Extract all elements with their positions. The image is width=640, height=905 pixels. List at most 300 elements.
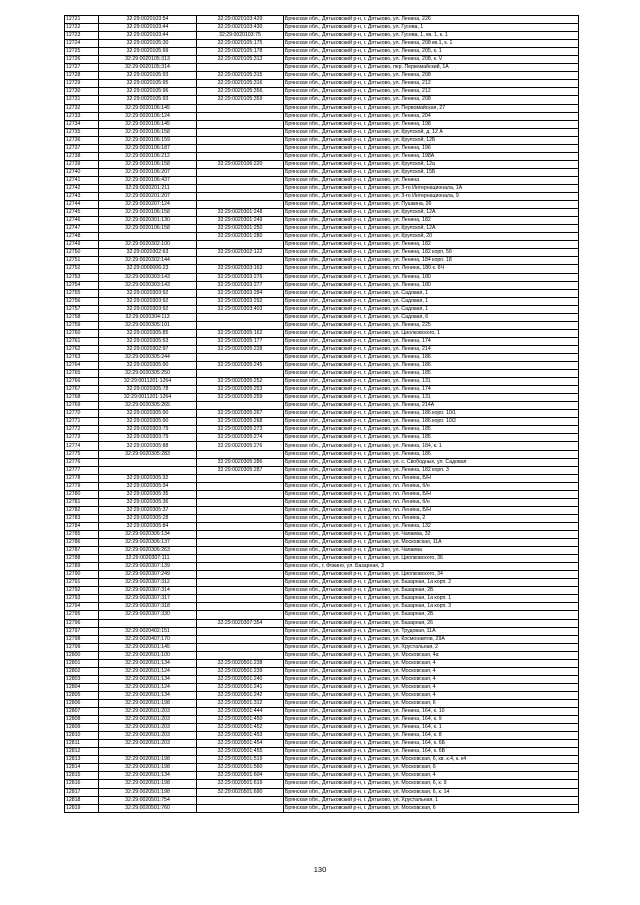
address-cell: Брянская обл., Дятьковский р-н, г. Дятьково, пл. Ленина, б/н — [284, 498, 579, 506]
object-number-cell: 32:29:0020501:619 — [197, 780, 284, 788]
cadastral-number-cell: 32:29:0020302:100 — [99, 241, 197, 249]
row-number-cell: 12793 — [65, 595, 99, 603]
address-cell: Брянская обл., Дятьковский р-н, г. Дятьково, ул. Хрустальная, 1 — [284, 796, 579, 804]
address-cell: Брянская обл., Дятьковский р-н, г. Дятьково, пл. Ленина, 2 — [284, 514, 579, 522]
address-cell: Брянская обл., Дятьковский р-н, г. Дятьково, ул. Московская, 6, к. 14 — [284, 788, 579, 796]
object-number-cell: 32:29:0020501:455 — [197, 748, 284, 756]
object-number-cell: 32:29:0020305:228 — [197, 345, 284, 353]
table-row — [65, 378, 579, 386]
row-number-cell: 12723 — [65, 32, 99, 40]
cadastral-number-cell: 32:29:0020106:159 — [99, 136, 197, 144]
table-row — [65, 40, 579, 48]
cadastral-number-cell: 32:29:0020501:203 — [99, 724, 197, 732]
row-number-cell: 12794 — [65, 603, 99, 611]
address-cell: Брянская обл., Дятьковский р-н, г. Дятьково, ул. Крупской, 20 — [284, 233, 579, 241]
address-cell: Брянская обл., Дятьковский р-н, г. Дятьково, ул. Московская, 4 — [284, 691, 579, 699]
row-number-cell: 12733 — [65, 112, 99, 120]
table-row — [65, 136, 579, 144]
row-number-cell: 12762 — [65, 345, 99, 353]
row-number-cell: 12796 — [65, 619, 99, 627]
row-number-cell: 12815 — [65, 772, 99, 780]
object-number-cell — [197, 506, 284, 514]
object-number-cell: 32:29:0020305:245 — [197, 362, 284, 370]
object-number-cell — [197, 563, 284, 571]
cadastral-number-cell: 32:29:0020305:32 — [99, 474, 197, 482]
row-number-cell: 12782 — [65, 506, 99, 514]
object-number-cell: 32:29:0020501:239 — [197, 667, 284, 675]
address-cell: Брянская обл., Дятьковский р-н, г. Дятьково, ул. Московская, 4 — [284, 659, 579, 667]
table-row — [65, 659, 579, 667]
object-number-cell — [197, 579, 284, 587]
row-number-cell: 12732 — [65, 104, 99, 112]
address-cell: Брянская обл., Дятьковский р-н, г. Дятьково, ул. Ленина, 164, к. 10 — [284, 708, 579, 716]
table-row — [65, 764, 579, 772]
object-number-cell: 32:29:0020303:163 — [197, 265, 284, 273]
cadastral-number-cell: 32:29:0020305:90 — [99, 362, 197, 370]
table-row — [65, 24, 579, 32]
address-cell: Брянская обл., Дятьковский р-н, г. Дятьково, ул. Ленина, 198А — [284, 152, 579, 160]
object-number-cell — [197, 571, 284, 579]
cadastral-number-cell: 32:29:0020402:151 — [99, 627, 197, 635]
address-cell: Брянская обл., Дятьковский р-н, г. Дятьково, ул. Ленина, 164, к. 6Б — [284, 740, 579, 748]
address-cell: Брянская обл., Дятьковский р-н, г. Дятьково, ул. Циолковского, 36 — [284, 555, 579, 563]
row-number-cell: 12759 — [65, 321, 99, 329]
row-number-cell: 12730 — [65, 88, 99, 96]
object-number-cell — [197, 152, 284, 160]
table-row — [65, 56, 579, 64]
row-number-cell: 12765 — [65, 370, 99, 378]
row-number-cell: 12763 — [65, 353, 99, 361]
table-row — [65, 643, 579, 651]
table-row — [65, 522, 579, 530]
cadastral-number-cell: 32:29:0020303:143 — [99, 273, 197, 281]
object-number-cell: 32:29:0020302:122 — [197, 249, 284, 257]
address-cell: Брянская обл., Дятьковский р-н, г. Дятьково, ул. Ленина, 164, к. 9 — [284, 716, 579, 724]
table-row — [65, 426, 579, 434]
row-number-cell: 12801 — [65, 659, 99, 667]
cadastral-number-cell: 32:29:0020106:437 — [99, 176, 197, 184]
table-row — [65, 780, 579, 788]
table-row — [65, 16, 579, 24]
table-row — [65, 619, 579, 627]
object-number-cell — [197, 64, 284, 72]
cadastral-number-cell: 32:29:0020106:212 — [99, 152, 197, 160]
page-number: 130 — [313, 865, 327, 874]
object-number-cell: 32:29:0020303:277 — [197, 281, 284, 289]
table-row — [65, 531, 579, 539]
row-number-cell: 12802 — [65, 667, 99, 675]
table-row — [65, 209, 579, 217]
table-row — [65, 402, 579, 410]
row-number-cell: 12785 — [65, 531, 99, 539]
row-number-cell: 12771 — [65, 418, 99, 426]
cadastral-number-cell: 32:29:0020307:314 — [99, 587, 197, 595]
table-row — [65, 772, 579, 780]
object-number-cell — [197, 635, 284, 643]
table-row — [65, 297, 579, 305]
object-number-cell — [197, 522, 284, 530]
table-row — [65, 466, 579, 474]
cadastral-number-cell: 32:29:0020301:130 — [99, 217, 197, 225]
row-number-cell: 12816 — [65, 780, 99, 788]
address-cell: Брянская обл., Дятьковский р-н, г. Дятьково, ул. Садовая, 1 — [284, 297, 579, 305]
address-cell: Брянская обл., Дятьковский р-н, г. Дятьково, ул. Ленина, 214 — [284, 345, 579, 353]
table-row — [65, 788, 579, 796]
table-row — [65, 708, 579, 716]
address-cell: Брянская обл., Дятьковский р-н, г. Дятьково, ул. Московская, 4 — [284, 683, 579, 691]
cadastral-number-cell — [99, 233, 197, 241]
address-cell: Брянская обл., Дятьковский р-н, г. Дятьково, ул. Московская, 4а — [284, 651, 579, 659]
object-number-cell — [197, 547, 284, 555]
row-number-cell: 12790 — [65, 571, 99, 579]
object-number-cell — [197, 587, 284, 595]
cadastral-number-cell: 32:29:0011201:1264 — [99, 378, 197, 386]
address-cell: Брянская обл., Дятьковский р-н, г. Дятьково, пл. Ленина, Б/Н — [284, 506, 579, 514]
cadastral-number-cell: 32:29:0020306:137 — [99, 539, 197, 547]
cadastral-number-cell: 32:29:0020305:37 — [99, 506, 197, 514]
row-number-cell: 12735 — [65, 128, 99, 136]
object-number-cell: 32:29:0020305:177 — [197, 337, 284, 345]
table-row — [65, 241, 579, 249]
table-row — [65, 394, 579, 402]
table-row — [65, 691, 579, 699]
table-row — [65, 498, 579, 506]
cadastral-number-cell: 32:29:0020501:203 — [99, 732, 197, 740]
address-cell: Брянская обл., Дятьковский р-н, г. Дятьково, ул. Чапаева, 32 — [284, 531, 579, 539]
address-cell: Брянская обл., Дятьковский р-н, г. Дятьково, ул. Московская, 11А — [284, 539, 579, 547]
table-row — [65, 434, 579, 442]
object-number-cell — [197, 257, 284, 265]
cadastral-number-cell: 32:29:0020106:145 — [99, 120, 197, 128]
row-number-cell: 12757 — [65, 305, 99, 313]
object-number-cell — [197, 514, 284, 522]
table-row — [65, 450, 579, 458]
address-cell: Брянская обл., Дятьковский р-н, г. Дятьково, ул. Трудовая, 11А — [284, 627, 579, 635]
table-row — [65, 716, 579, 724]
address-cell: Брянская обл., Дятьковский р-н, г. Дятьково, ул. Хрустальная, 2 — [284, 643, 579, 651]
cadastral-number-cell: 32:29:0020303:92 — [99, 297, 197, 305]
cadastral-number-cell: 32:29:0020302:97 — [99, 345, 197, 353]
cadastral-number-cell: 32:29:0000006:23 — [99, 265, 197, 273]
row-number-cell: 12806 — [65, 699, 99, 707]
table-row — [65, 80, 579, 88]
object-number-cell: 32:29:0020501:242 — [197, 691, 284, 699]
address-cell: Брянская обл., Дятьковский р-н, г. Дятьково, ул. Базарная, 2Б — [284, 611, 579, 619]
object-number-cell: 32:29:0020305:162 — [197, 329, 284, 337]
address-cell: Брянская обл., Дятьковский р-н, г. Дятьково, ул. Циолковского, 1 — [284, 329, 579, 337]
address-cell: Брянская обл., Дятьковский р-н, г. Дятьково, ул. Ленина, 184 корп. 18 — [284, 257, 579, 265]
row-number-cell: 12774 — [65, 442, 99, 450]
table-row — [65, 64, 579, 72]
row-number-cell: 12756 — [65, 297, 99, 305]
address-cell: Брянская обл., Дятьковский р-н, г. Дятьково, пер. Первомайский, 1А — [284, 64, 579, 72]
row-number-cell: 12788 — [65, 555, 99, 563]
cadastral-number-cell: 32:29:0020303:92 — [99, 305, 197, 313]
cadastral-number-cell: 32:29:0020105:93 — [99, 96, 197, 104]
object-number-cell: 32:29:0020501:452 — [197, 724, 284, 732]
row-number-cell: 12770 — [65, 410, 99, 418]
table-row — [65, 756, 579, 764]
address-cell: Брянская обл., Дятьковский р-н, г. Дятьково, ул. Ленина, 180 — [284, 273, 579, 281]
object-number-cell: 32:29:0020305:286 — [197, 458, 284, 466]
row-number-cell: 12792 — [65, 587, 99, 595]
object-number-cell: 32:29:0020501:240 — [197, 675, 284, 683]
row-number-cell: 12725 — [65, 48, 99, 56]
table-row — [65, 675, 579, 683]
cadastral-number-cell: 32:29:0020305:265 — [99, 402, 197, 410]
address-cell: Брянская обл., Дятьковский р-н, г. Дятьково, ул. Первомайская, 27 — [284, 104, 579, 112]
table-row — [65, 305, 579, 313]
cadastral-number-cell: 32:29:0011201:1264 — [99, 394, 197, 402]
cadastral-number-cell: 32:29:0020307:318 — [99, 603, 197, 611]
object-number-cell — [197, 796, 284, 804]
address-cell: Брянская обл., Дятьковский р-н, г. Дятьково, ул. Чапаева — [284, 547, 579, 555]
object-number-cell — [197, 144, 284, 152]
address-cell: Брянская обл., Дятьковский р-н, г. Дятьково, ул. Гусева, 1, кв. 1, к. 1 — [284, 32, 579, 40]
address-cell: Брянская обл., Дятьковский р-н, г. Дятьково, ул. Московская, 6 — [284, 804, 579, 812]
address-cell: Брянская обл., Дятьковский р-н, г. Дятьково, ул. Ленина, 132 — [284, 522, 579, 530]
cadastral-number-cell: 32:29:0020303:143 — [99, 281, 197, 289]
row-number-cell: 12783 — [65, 514, 99, 522]
cadastral-number-cell: 32:29:0020307:330 — [99, 611, 197, 619]
row-number-cell: 12784 — [65, 522, 99, 530]
cadastral-number-cell: 32:29:0020501:134 — [99, 772, 197, 780]
object-number-cell — [197, 651, 284, 659]
table-row — [65, 362, 579, 370]
row-number-cell: 12811 — [65, 740, 99, 748]
object-number-cell — [197, 643, 284, 651]
address-cell: Брянская обл., Дятьковский р-н, г. Дятьково, ул. Базарная, 26 — [284, 619, 579, 627]
address-cell: Брянская обл., Дятьковский р-н, г. Дятьково, ул. Московская, 6, кв. к.4, к. к4 — [284, 756, 579, 764]
row-number-cell: 12736 — [65, 136, 99, 144]
row-number-cell: 12787 — [65, 547, 99, 555]
address-cell: Брянская обл., Дятьковский р-н, г. Дятьково, ул. Космонавтов, 29А — [284, 635, 579, 643]
address-cell: Брянская обл., Дятьковский р-н, г. Дятьково, ул. Ленина, 182 корп. 5б — [284, 249, 579, 257]
cadastral-number-cell: 32:29:0020303:79 — [99, 426, 197, 434]
row-number-cell: 12803 — [65, 675, 99, 683]
address-cell: Брянская обл., Дятьковский р-н, г. Дятьково, ул. Ленина, 131 — [284, 378, 579, 386]
object-number-cell: 32:29:0020307:354 — [197, 619, 284, 627]
address-cell: Брянская обл., Дятьковский р-н, г. Дятьково, ул. Ленина, 186 — [284, 353, 579, 361]
row-number-cell: 12729 — [65, 80, 99, 88]
table-row — [65, 627, 579, 635]
cadastral-number-cell: 32:29:0020305:28 — [99, 514, 197, 522]
table-row — [65, 160, 579, 168]
table-row — [65, 651, 579, 659]
table-row — [65, 289, 579, 297]
address-cell: Брянская обл., Дятьковский р-н, г. Дятьково, ул. Крупской, 12А — [284, 209, 579, 217]
row-number-cell: 12776 — [65, 458, 99, 466]
cadastral-number-cell: 32:29:0020501:198 — [99, 764, 197, 772]
row-number-cell: 12758 — [65, 313, 99, 321]
row-number-cell: 12804 — [65, 683, 99, 691]
cadastral-table — [64, 15, 579, 813]
object-number-cell: 32:29:0020301:248 — [197, 209, 284, 217]
object-number-cell — [197, 482, 284, 490]
object-number-cell: 32:29:0020301:249 — [197, 217, 284, 225]
table-row — [65, 442, 579, 450]
address-cell: Брянская обл., Дятьковский р-н, г. Дятьково, ул. Базарная, 1а корп. 3 — [284, 603, 579, 611]
object-number-cell: 32:29:0020305:274 — [197, 434, 284, 442]
row-number-cell: 12742 — [65, 184, 99, 192]
cadastral-number-cell — [99, 466, 197, 474]
row-number-cell: 12800 — [65, 651, 99, 659]
row-number-cell: 12818 — [65, 796, 99, 804]
row-number-cell: 12812 — [65, 748, 99, 756]
row-number-cell: 12749 — [65, 241, 99, 249]
cadastral-number-cell: 32:29:0020106:158 — [99, 160, 197, 168]
table-row — [65, 539, 579, 547]
row-number-cell: 12753 — [65, 273, 99, 281]
cadastral-number-cell: 32:29:0020105:96 — [99, 88, 197, 96]
table-row — [65, 32, 579, 40]
cadastral-number-cell: 32:29:0020305:34 — [99, 482, 197, 490]
object-number-cell: 32:29:0020103:429 — [197, 16, 284, 24]
cadastral-number-cell: 32:29:0020305:90 — [99, 410, 197, 418]
cadastral-number-cell: 32:29:0020106:187 — [99, 144, 197, 152]
address-cell: Брянская обл., Дятьковский р-н, г. Дятьково, ул. Ленина, 185 — [284, 370, 579, 378]
object-number-cell: 32:29:0020305:273 — [197, 426, 284, 434]
row-number-cell: 12789 — [65, 563, 99, 571]
row-number-cell: 12724 — [65, 40, 99, 48]
cadastral-number-cell: 32:29:0020501:124 — [99, 667, 197, 675]
row-number-cell: 12817 — [65, 788, 99, 796]
object-number-cell: 32:29:0020103:75 — [197, 32, 284, 40]
row-number-cell: 12777 — [65, 466, 99, 474]
row-number-cell: 12761 — [65, 337, 99, 345]
cadastral-number-cell: 32:29:0020501:203 — [99, 716, 197, 724]
address-cell: Брянская обл., Дятьковский р-н, г. Дятьково, ул. Крупской, 12А — [284, 225, 579, 233]
row-number-cell: 12797 — [65, 627, 99, 635]
address-cell: Брянская обл., Дятьковский р-н, г. Дятьково, ул. Ленина, 186 корп. 10/1 — [284, 410, 579, 418]
address-cell: Брянская обл., Дятьковский р-н, г. Дятьково, ул. Ленина, 182 — [284, 241, 579, 249]
cadastral-number-cell: 32:29:0020105:30 — [99, 40, 197, 48]
row-number-cell: 12775 — [65, 450, 99, 458]
cadastral-number-cell: 32:29:0020201:211 — [99, 184, 197, 192]
cadastral-number-cell: 32:29:0020302:144 — [99, 257, 197, 265]
row-number-cell: 12721 — [65, 16, 99, 24]
row-number-cell: 12809 — [65, 724, 99, 732]
address-cell: Брянская обл., Дятьковский р-н, г. Дятьково, ул. Ленина, 174 — [284, 337, 579, 345]
address-cell: Брянская обл., Дятьковский р-н, г. Дятьково, ул. Крупской, д. 12 А — [284, 128, 579, 136]
table-row — [65, 201, 579, 209]
address-cell: Брянская обл., Дятьковский р-н, г. Дятьково, ул. Московская, 6, к. 9 — [284, 780, 579, 788]
row-number-cell: 12772 — [65, 426, 99, 434]
row-number-cell: 12737 — [65, 144, 99, 152]
cadastral-number-cell: 32:29:0020501:203 — [99, 708, 197, 716]
table-row — [65, 112, 579, 120]
address-cell: Брянская обл., Дятьковский р-н, г. Дятьково, ул. Ленина, 214А — [284, 402, 579, 410]
table-row — [65, 48, 579, 56]
address-cell: Брянская обл., Дятьковский р-н, г. Дятьково, ул. Базарная, 1а корп. 1 — [284, 595, 579, 603]
table-row — [65, 104, 579, 112]
row-number-cell: 12778 — [65, 474, 99, 482]
cadastral-number-cell: 32:29:0020307:139 — [99, 563, 197, 571]
table-row — [65, 635, 579, 643]
object-number-cell — [197, 370, 284, 378]
object-number-cell — [197, 498, 284, 506]
table-row — [65, 458, 579, 466]
address-cell: Брянская обл., Дятьковский р-н, г. Дятьково, ул. Ленина, 186 корп. 10/2 — [284, 418, 579, 426]
cadastral-number-cell: 32:29:0020305:53 — [99, 337, 197, 345]
table-row — [65, 410, 579, 418]
object-number-cell: 32:29:0020501:604 — [197, 772, 284, 780]
row-number-cell: 12781 — [65, 498, 99, 506]
object-number-cell — [197, 241, 284, 249]
address-cell: Брянская обл., Дятьковский р-н, г. Дятьково, ул. Ленина, 182 корп. 3 — [284, 466, 579, 474]
row-number-cell: 12751 — [65, 257, 99, 265]
cadastral-number-cell: 32:29:0020501:134 — [99, 691, 197, 699]
cadastral-number-cell: 32:29:0020305:78 — [99, 386, 197, 394]
table-row — [65, 595, 579, 603]
address-cell: Брянская обл., Дятьковский р-н, г. Дятьково, ул. Ленина, 186 — [284, 450, 579, 458]
object-number-cell — [197, 603, 284, 611]
cadastral-number-cell: 32:29:0020305:36 — [99, 498, 197, 506]
cadastral-number-cell: 32:29:0020105:313 — [99, 56, 197, 64]
table-row — [65, 386, 579, 394]
cadastral-number-cell: 32:29:0020501:198 — [99, 756, 197, 764]
row-number-cell: 12740 — [65, 168, 99, 176]
address-cell: Брянская обл., г. Фокино, ул. Базарная, 3 — [284, 563, 579, 571]
row-number-cell: 12744 — [65, 201, 99, 209]
object-number-cell: 32:29:0020501:453 — [197, 732, 284, 740]
address-cell: Брянская обл., Дятьковский р-н, г. Дятьково, ул. Крупской, 15Б — [284, 168, 579, 176]
row-number-cell: 12799 — [65, 643, 99, 651]
table-row — [65, 233, 579, 241]
cadastral-number-cell: 32:29:0020106:158 — [99, 225, 197, 233]
object-number-cell — [197, 176, 284, 184]
cadastral-number-cell: 32:29:0020105:95 — [99, 80, 197, 88]
table-row — [65, 571, 579, 579]
object-number-cell — [197, 201, 284, 209]
object-number-cell: 32:29:0020305:253 — [197, 386, 284, 394]
table-row — [65, 353, 579, 361]
address-cell: Брянская обл., Дятьковский р-н, г. Дятьково, ул. Ленина, 204 — [284, 112, 579, 120]
object-number-cell: 32:29:0020106:220 — [197, 160, 284, 168]
address-cell: Брянская обл., Дятьковский р-н, г. Дятьково, ул. Ленина, 164, к. 8 — [284, 732, 579, 740]
cadastral-number-cell: 32:29:0020305:244 — [99, 353, 197, 361]
table-row — [65, 579, 579, 587]
cadastral-number-cell: 32:29:0020306:134 — [99, 531, 197, 539]
cadastral-number-cell: 32:29:0020501:760 — [99, 804, 197, 812]
cadastral-number-cell: 32:29:0020307:111 — [99, 555, 197, 563]
object-number-cell: 32:29:0020103:430 — [197, 24, 284, 32]
address-cell: Брянская обл., Дятьковский р-н, г. Дятьково, пл. Ленина, Б/Н — [284, 474, 579, 482]
cadastral-number-cell: 32:29:0020106:124 — [99, 112, 197, 120]
object-number-cell: 32:29:0020501:560 — [197, 764, 284, 772]
address-cell: Брянская обл., Дятьковский р-н, г. Дятьково, ул. Ленина — [284, 176, 579, 184]
table-row — [65, 168, 579, 176]
cadastral-number-cell: 32:29:0020305:85 — [99, 329, 197, 337]
address-cell: Брянская обл., Дятьковский р-н, г. Дятьково, ул. Московская, 4 — [284, 667, 579, 675]
address-cell: Брянская обл., Дятьковский р-н, г. Дятьково, ул. Ленина, 184, к. 1 — [284, 442, 579, 450]
table-row — [65, 128, 579, 136]
table-row — [65, 611, 579, 619]
cadastral-number-cell: 32:29:0020106:145 — [99, 104, 197, 112]
row-number-cell: 12738 — [65, 152, 99, 160]
cadastral-number-cell: 32:29:0020103:44 — [99, 32, 197, 40]
address-cell: Брянская обл., Дятьковский р-н, г. Дятьково, ул. Ленина, 226 — [284, 16, 579, 24]
cadastral-number-cell: 32:29:0020501:100 — [99, 651, 197, 659]
table-row — [65, 667, 579, 675]
table-row — [65, 96, 579, 104]
row-number-cell: 12764 — [65, 362, 99, 370]
row-number-cell: 12745 — [65, 209, 99, 217]
cadastral-number-cell: 32:29:0020501:124 — [99, 683, 197, 691]
cadastral-number-cell: 32:29:0020501:754 — [99, 796, 197, 804]
object-number-cell: 32:29:0020105:178 — [197, 48, 284, 56]
row-number-cell: 12813 — [65, 756, 99, 764]
